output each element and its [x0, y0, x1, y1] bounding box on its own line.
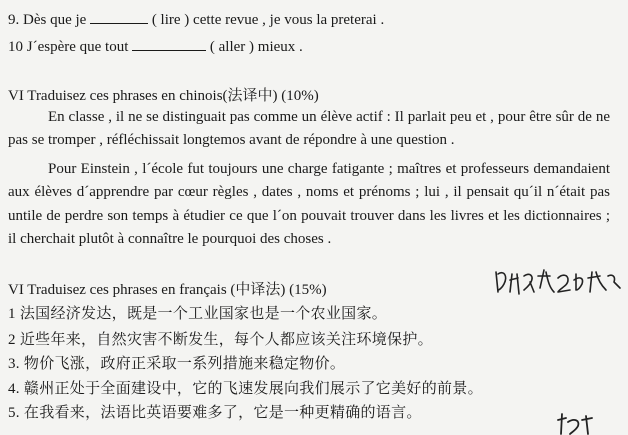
fill-in-9-after: ( lire ) cette revue , je vous la preterai . — [148, 12, 385, 28]
fill-in-10-blank[interactable] — [132, 36, 206, 51]
translation-item-4: 4. 赣州正处于全面建设中，它的飞速发展向我们展示了它美好的前景。 — [8, 381, 483, 397]
passage-paragraph-1: En classe , il ne se distinguait pas comme un élève actif : Il parlait peu et , pour être sûr de ne pas se tromper , réfléchissait longtemos avant de répondre à une question . — [8, 109, 610, 149]
passage-paragraph-2: Pour Einstein , l´école fut toujours une charge fatigante ; maîtres et professeurs demandaient aux élèves d´apprendre par cœur règles , dates , noms et prénoms ; lui , il pensait qu´il n´était pas untile de perdre son temps à étudier ce que l´on pouvait trouver dans les livres et les dictionnaires ; il cherchait plutôt à connaître le pourquoi des choses . — [8, 161, 610, 247]
fill-in-item-9 — [8, 9, 384, 29]
section-heading-translate-to-chinese: VI Traduisez ces phrases en chinois(法译中) (10%) — [8, 88, 319, 104]
fill-in-item-10 — [8, 36, 303, 56]
translation-item-3: 3. 物价飞涨，政府正采取一系列措施来稳定物价。 — [8, 356, 346, 372]
fill-in-10-before: 10 J´espère que tout — [8, 39, 133, 55]
translation-item-2: 2 近些年来，自然灾害不断发生，每个人都应该关注环境保护。 — [8, 332, 433, 348]
translation-item-1: 1 法国经济发达，既是一个工业国家也是一个农业国家。 — [8, 306, 388, 322]
fill-in-9-blank[interactable] — [90, 9, 148, 24]
fill-in-10-after: ( aller ) mieux . — [206, 39, 303, 55]
section-heading-translate-to-french: VI Traduisez ces phrases en français (中译法) (15%) — [8, 282, 327, 298]
fill-in-9-before: 9. Dès que je — [8, 12, 91, 28]
translation-item-5: 5. 在我看来，法语比英语要难多了，它是一种更精确的语言。 — [8, 405, 422, 421]
handwritten-scribble-bottom — [552, 412, 598, 435]
handwritten-annotation — [490, 262, 624, 302]
